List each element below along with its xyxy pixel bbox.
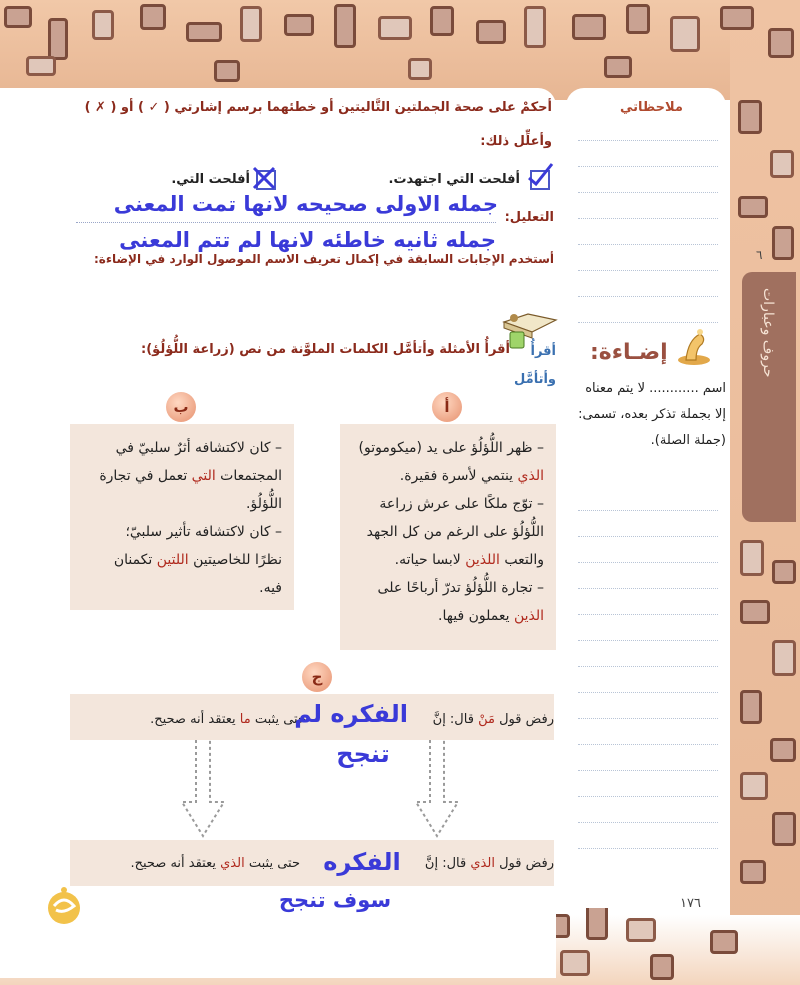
note-line <box>578 140 718 141</box>
pattern-tile <box>214 60 240 82</box>
question1-text: أحكمْ على صحة الجملتين التَّاليتين أو خطئهما برسم إشارتي ( ✓ ) أو ( ✗ ) <box>84 100 552 115</box>
pattern-tile <box>334 4 356 48</box>
idaa-text: اسم ............ لا يتم معناه إلا بجملة تذكر بعده، تسمى: (جملة الصلة). <box>578 381 726 448</box>
reason-label: التعليل: <box>504 210 554 225</box>
badge-a: أ <box>432 392 462 422</box>
note-line <box>578 270 718 271</box>
read-instruction: أقرأُ الأمثلة وأتأمَّل الكلمات الملوَّنة من نص (زراعة اللُّؤلُؤ): <box>141 342 510 357</box>
handwritten-answer-2: جمله ثانيه خاطئه لانها لم تتم المعنى <box>119 228 496 252</box>
pattern-tile <box>740 540 764 576</box>
note-line <box>578 296 718 297</box>
relative-pronoun: اللذين <box>465 552 500 568</box>
box-a-line <box>352 462 544 490</box>
question2-text: أستخدم الإجابات السابقة في إكمال تعريف الاسم الموصول الوارد في الإضاءة: <box>93 252 554 266</box>
box-a-line: – ظهر اللُّؤلُؤ على يد (ميكوموتو) <box>358 440 544 456</box>
note-line <box>578 166 718 167</box>
pattern-tile <box>772 560 796 584</box>
badge-b: ب <box>166 392 196 422</box>
box-b-text: المجتمعات <box>215 468 282 484</box>
box-b-line: فيه. <box>259 580 282 596</box>
row2-right-pre: رفض قول <box>494 856 554 871</box>
pattern-tile <box>670 16 700 52</box>
pattern-tile <box>740 860 766 884</box>
box-a-text: ينتمي لأسرة فقيرة. <box>399 468 518 484</box>
pattern-tile <box>720 6 754 30</box>
pattern-tile <box>186 22 222 42</box>
note-line <box>578 718 718 719</box>
question1-sub: وأعلِّل ذلك: <box>480 134 552 149</box>
row2-left-pre: حتى يثبت <box>244 856 300 871</box>
box-b-line <box>82 546 282 574</box>
box-a-line: – تجارة اللُّؤلُؤ تدرّ أرباحًا على <box>377 580 544 596</box>
unit-tab <box>742 272 796 522</box>
relative-pronoun: التي <box>191 468 216 484</box>
box-a-text: والتعب <box>499 552 544 568</box>
pattern-tile <box>772 812 796 846</box>
sentence-b: أفلحت التي. <box>171 172 250 187</box>
row2-left <box>90 856 300 871</box>
pattern-tile <box>378 16 412 40</box>
box-b-line <box>82 462 282 490</box>
note-line <box>578 536 718 537</box>
box-a-line <box>352 602 544 630</box>
row1-left-pre: حتى يثبت <box>250 712 306 727</box>
pattern-tile <box>4 6 32 28</box>
example-box-a <box>340 424 556 650</box>
page-number: ١٧٦ <box>680 896 701 911</box>
note-line <box>578 744 718 745</box>
note-line <box>578 218 718 219</box>
pattern-tile <box>738 196 768 218</box>
badge-c: ج <box>302 662 332 692</box>
box-b-line: – كان لاكتشافه تأثير سلبيّ؛ <box>125 524 282 540</box>
pattern-tile <box>430 6 454 36</box>
note-line <box>578 848 718 849</box>
row1-right-post: قال: إنَّ <box>432 712 479 727</box>
pattern-tile <box>48 18 68 60</box>
relative-pronoun: الذين <box>513 608 544 624</box>
pattern-tile <box>476 20 506 44</box>
pattern-tile <box>626 4 650 34</box>
box-b-line: اللُّؤلُؤ. <box>246 496 282 512</box>
row1-right-pre: رفض قول <box>494 712 554 727</box>
relative-pronoun: اللتين <box>156 552 189 568</box>
reason-line <box>76 222 496 223</box>
box-a-line: – توّج ملكًا على عرش زراعة <box>379 496 544 512</box>
handwritten-answer-4a: الفكره <box>323 848 401 876</box>
note-line <box>578 510 718 511</box>
note-line <box>578 244 718 245</box>
pattern-tile <box>710 930 738 954</box>
box-a-text: لابسا حياته. <box>394 552 466 568</box>
relative-pronoun: ما <box>239 712 251 727</box>
note-line <box>578 614 718 615</box>
publisher-logo-icon <box>44 884 84 928</box>
pattern-tile <box>768 28 794 58</box>
down-arrow-icon <box>412 740 462 840</box>
note-line <box>578 666 718 667</box>
box-b-text: تكمنان <box>113 552 157 568</box>
pattern-tile <box>770 738 796 762</box>
box-b-text: تعمل في تجارة <box>99 468 192 484</box>
pattern-tile <box>92 10 114 40</box>
box-a-text: يعملون فيها. <box>438 608 514 624</box>
handwritten-answer-1: جمله الاولى صحيحه لانها تمت المعنى <box>113 192 498 216</box>
sentence-a: أفلحت التي اجتهدت. <box>388 172 520 187</box>
unit-tab-label: حروف وعبارات <box>760 288 776 378</box>
pattern-tile <box>140 4 166 30</box>
note-line <box>578 796 718 797</box>
note-line <box>578 192 718 193</box>
pattern-tile <box>650 954 674 980</box>
read-label-2: وأتأمَّل <box>514 372 556 387</box>
pattern-tile <box>740 600 770 624</box>
notes-title: ملاحظاتي <box>620 100 683 115</box>
note-line <box>578 692 718 693</box>
pattern-tile <box>740 772 768 800</box>
pattern-tile <box>772 226 794 260</box>
row2-left-post: يعتقد أنه صحيح. <box>130 856 221 871</box>
box-b-text: نظرًا للخاصيتين <box>188 552 282 568</box>
pattern-tile <box>524 6 546 48</box>
tab-number: ٦ <box>756 248 763 262</box>
pattern-tile <box>408 58 432 80</box>
read-label-1: أقرأُ <box>530 344 556 359</box>
handwritten-answer-4b: سوف تنجح <box>278 888 392 912</box>
row2-right-post: قال: إنَّ <box>424 856 471 871</box>
pattern-tile <box>604 56 632 78</box>
relative-pronoun: مَنْ <box>478 712 495 727</box>
cross-icon <box>250 164 280 192</box>
relative-pronoun: الذي <box>470 856 495 871</box>
row1-left <box>96 712 306 727</box>
box-a-line <box>352 546 544 574</box>
pattern-tile <box>770 150 794 178</box>
pattern-tile <box>738 100 762 134</box>
example-box-b <box>70 424 294 610</box>
pattern-tile <box>240 6 262 42</box>
handwritten-answer-3a: الفكره لم <box>294 700 408 728</box>
row2-right <box>400 856 554 871</box>
down-arrow-icon <box>178 740 228 840</box>
handwritten-answer-3b: تنجح <box>336 740 390 768</box>
pattern-tile <box>626 918 656 942</box>
idaa-title: إضـاءة: <box>590 340 668 365</box>
pattern-tile <box>284 14 314 36</box>
note-line <box>578 562 718 563</box>
pattern-tile <box>572 14 606 40</box>
row1-left-post: يعتقد أنه صحيح. <box>150 712 240 727</box>
note-line <box>578 588 718 589</box>
pattern-tile <box>560 950 590 976</box>
relative-pronoun: الذي <box>517 468 544 484</box>
box-b-line: – كان لاكتشافه أثرٌ سلبيّ في <box>115 440 282 456</box>
pattern-tile <box>772 640 796 676</box>
notes-panel <box>566 88 726 908</box>
note-line <box>578 640 718 641</box>
pattern-tile <box>26 56 56 76</box>
lamp-icon <box>676 326 712 366</box>
note-line <box>578 770 718 771</box>
relative-pronoun: الذي <box>220 856 245 871</box>
pattern-tile <box>740 690 762 724</box>
note-line <box>578 822 718 823</box>
row1-right <box>404 712 554 727</box>
check-icon <box>526 162 554 188</box>
note-line <box>578 322 718 323</box>
box-a-line: اللُّؤلُؤ على الرغم من كل الجهد <box>366 524 544 540</box>
